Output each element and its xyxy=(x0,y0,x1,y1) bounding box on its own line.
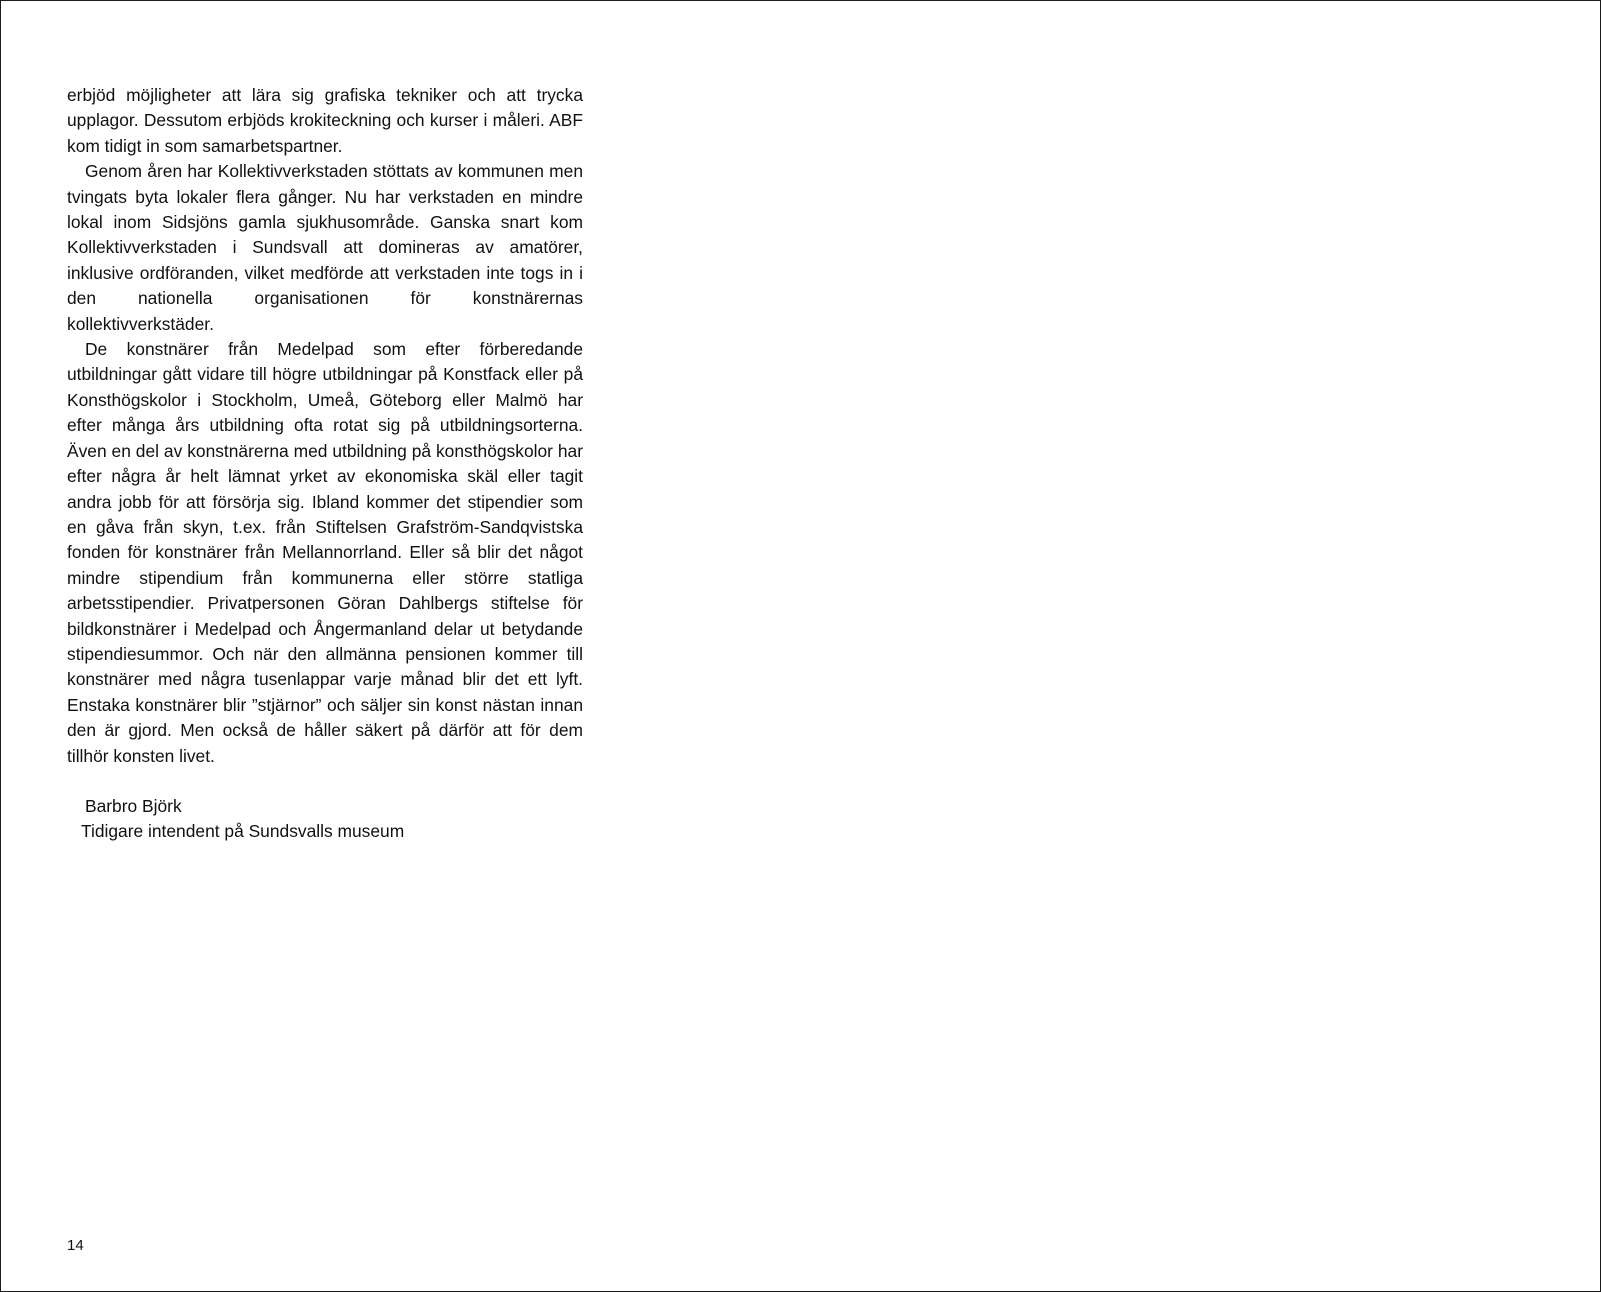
signature xyxy=(67,794,583,845)
paragraph-1: erbjöd möjligheter att lära sig grafiska tekniker och att trycka upplagor. Dessutom erbjöds krokiteckning och kurser i måleri. ABF kom tidigt in som samarbetspartner. xyxy=(67,85,583,156)
author-title: Tidigare intendent på Sundsvalls museum xyxy=(81,821,405,842)
paragraph-2: Genom åren har Kollektivverkstaden stöttats av kommunen men tvingats byta lokaler flera gånger. Nu har verkstaden en mindre lokal inom Sidsjöns gamla sjukhusområde. Ganska snart kom Kollektivverkstaden i Sundsvall att domineras av amatörer, inklusive ordföranden, vilket medförde att verkstaden inte togs in i den nationella organisationen för konstnärernas kollektivverkstäder. xyxy=(67,161,583,334)
author-name: Barbro Björk xyxy=(85,795,182,816)
page-number: 14 xyxy=(67,1237,84,1254)
paragraph-3: De konstnärer från Medelpad som efter förberedande utbildningar gått vidare till högre utbildningar på Konstfack eller på Konsthögskolor i Stockholm, Umeå, Göteborg eller Malmö har efter många års utbildning ofta rotat sig på utbildningsorterna. Även en del av konstnärerna med utbildning på konsthögskolor har efter några år helt lämnat yrket av ekonomiska skäl eller tagit andra jobb för att försörja sig. Ibland kommer det stipendier som en gåva från skyn, t.ex. från Stiftelsen Grafström-Sandqvistska fonden för konstnärer från Mellannorrland. Eller så blir det något mindre stipendium från kommunerna eller större statliga arbetsstipendier. Privatpersonen Göran Dahlbergs stiftelse för bildkonstnärer i Medelpad och Ångermanland delar ut betydande stipendiesummor. Och när den allmänna pensionen kommer till konstnärer med några tusenlappar varje månad blir det ett lyft. Enstaka konstnärer blir ”stjärnor” och säljer sin konst nästan innan den är gjord. Men också de håller säkert på därför att för dem tillhör konsten livet. xyxy=(67,339,583,766)
article-body xyxy=(67,83,583,845)
